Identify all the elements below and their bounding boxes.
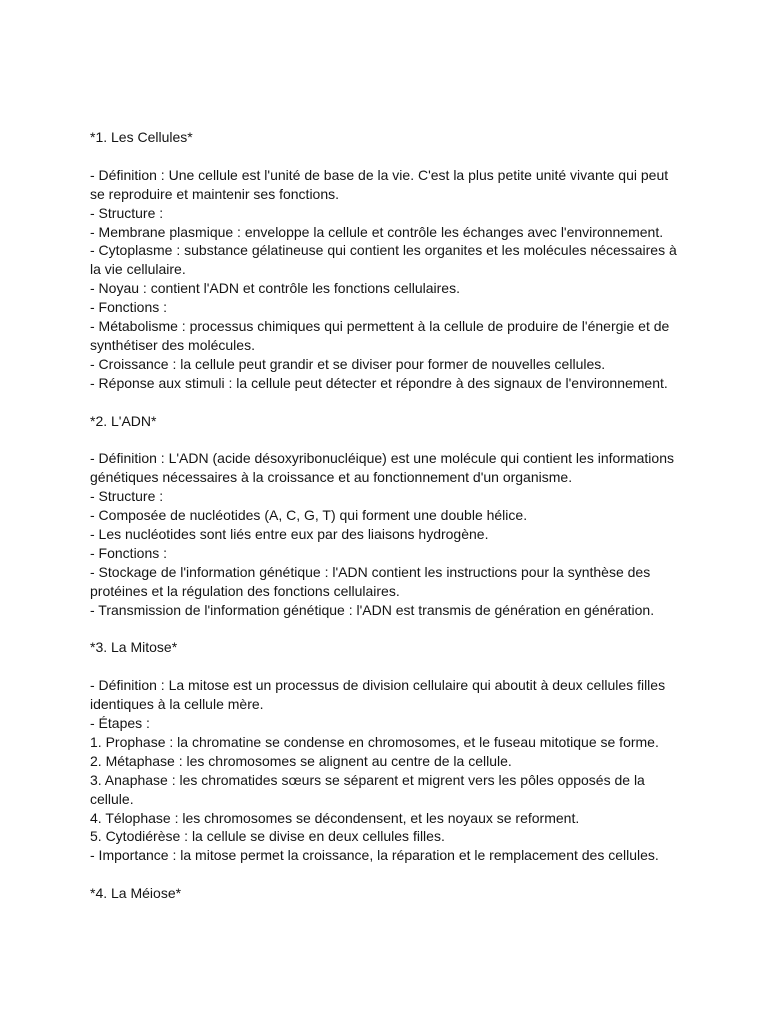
- section-title-cellules: *1. Les Cellules*: [90, 129, 193, 145]
- text-line: - Fonctions :: [90, 299, 168, 316]
- section-title-adn: *2. L'ADN*: [90, 412, 157, 429]
- spacer: [90, 657, 680, 676]
- text-line: 3. Anaphase : les chromatides sœurs se séparent et migrent vers les pôles opposés de la cellule.: [90, 771, 645, 807]
- spacer: [90, 620, 680, 639]
- text-line: - Définition : Une cellule est l'unité de base de la vie. C'est la plus petite unité vivante qui peut se reproduire et maintenir ses fonctions.: [90, 166, 669, 202]
- text-line: - Cytoplasme : substance gélatineuse qui contient les organites et les molécules nécessaires à la vie cellulaire.: [90, 242, 677, 278]
- text-line: 2. Métaphase : les chromosomes se alignent au centre de la cellule.: [90, 752, 512, 769]
- text-line: - Réponse aux stimuli : la cellule peut détecter et répondre à des signaux de l'environnement.: [90, 374, 668, 391]
- text-line: 4. Télophase : les chromosomes se décondensent, et les noyaux se reforment.: [90, 809, 580, 826]
- text-line: - Définition : La mitose est un processus de division cellulaire qui aboutit à deux cellules filles identiques à la cellule mère.: [90, 677, 666, 713]
- spacer: [90, 147, 680, 166]
- spacer: [90, 430, 680, 449]
- spacer: [90, 865, 680, 884]
- section-title-mitose: *3. La Mitose*: [90, 639, 178, 656]
- text-line: - Étapes :: [90, 715, 150, 732]
- text-line: - Structure :: [90, 204, 164, 221]
- text-line: - Fonctions :: [90, 544, 168, 561]
- text-line: - Croissance : la cellule peut grandir et se diviser pour former de nouvelles cellules.: [90, 355, 606, 372]
- text-line: - Composée de nucléotides (A, C, G, T) qui forment une double hélice.: [90, 507, 528, 524]
- text-line: - Les nucléotides sont liés entre eux par des liaisons hydrogène.: [90, 525, 489, 542]
- document-body: [90, 128, 680, 903]
- text-line: 1. Prophase : la chromatine se condense en chromosomes, et le fuseau mitotique se forme.: [90, 733, 659, 750]
- text-line: - Métabolisme : processus chimiques qui permettent à la cellule de produire de l'énergie et de synthétiser des molécules.: [90, 318, 670, 353]
- section-title-meiose: *4. La Méiose*: [90, 885, 182, 902]
- spacer: [90, 393, 680, 412]
- text-line: 5. Cytodiérèse : la cellule se divise en deux cellules filles.: [90, 828, 445, 845]
- text-line: - Structure :: [90, 488, 164, 505]
- text-line: - Noyau : contient l'ADN et contrôle les fonctions cellulaires.: [90, 280, 460, 297]
- text-line: - Membrane plasmique : enveloppe la cellule et contrôle les échanges avec l'environnement.: [90, 223, 664, 240]
- text-line: - Transmission de l'information génétique : l'ADN est transmis de génération en génération.: [90, 601, 655, 618]
- text-line: - Définition : L'ADN (acide désoxyribonucléique) est une molécule qui contient les informations génétiques nécessaires à la croissance et au fonctionnement d'un organisme.: [90, 450, 674, 486]
- text-line: - Stockage de l'information génétique : l'ADN contient les instructions pour la synthèse des protéines et la régulation des fonctions cellulaires.: [90, 563, 651, 599]
- text-line: - Importance : la mitose permet la croissance, la réparation et le remplacement des cellules.: [90, 847, 659, 864]
